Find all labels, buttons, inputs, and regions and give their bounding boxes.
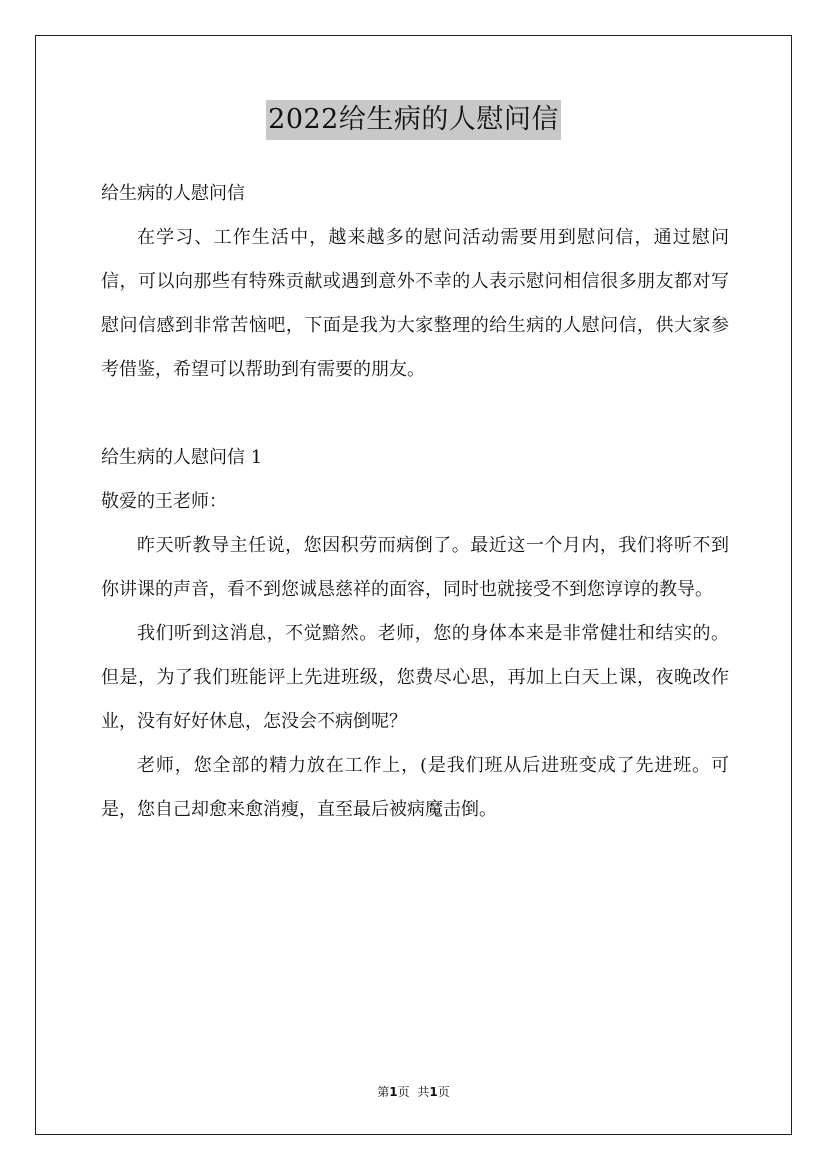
letter-heading: 给生病的人慰问信 1: [101, 447, 263, 468]
page-footer: [0, 1083, 827, 1101]
salutation: 敬爱的王老师：: [101, 491, 227, 512]
body-paragraph: 我们听到这消息，不觉黯然。老师，您的身体本来是非常健壮和结实的。但是，为了我们班能评上先进班级，您费尽心思，再加上白天上课，夜晚改作业，没有好好休息，怎没会不病倒呢？: [101, 623, 729, 732]
page-label-prefix: 第: [377, 1085, 390, 1099]
body-paragraph: 昨天听教导主任说，您因积劳而病倒了。最近这一个月内，我们将听不到你讲课的声音，看不到您诚恳慈祥的面容，同时也就接受不到您谆谆的教导。: [101, 535, 729, 600]
intro-heading: 给生病的人慰问信: [101, 183, 245, 204]
total-pages: 1: [429, 1085, 438, 1099]
title-container: [0, 100, 827, 140]
total-label-suffix: 页: [437, 1085, 450, 1099]
body-paragraph: 老师，您全部的精力放在工作上，(是我们班从后进班变成了先进班。可是，您自己却愈来愈消瘦，直至最后被病魔击倒。: [101, 755, 729, 820]
total-label-prefix: 共: [417, 1085, 430, 1099]
page-label-suffix: 页: [397, 1085, 410, 1099]
page-number: 1: [389, 1085, 398, 1099]
document-title: 2022给生病的人慰问信: [266, 100, 561, 140]
intro-paragraph: 在学习、工作生活中，越来越多的慰问活动需要用到慰问信，通过慰问信，可以向那些有特殊贡献或遇到意外不幸的人表示慰问相信很多朋友都对写慰问信感到非常苦恼吧，下面是我为大家整理的给生病的人慰问信，供大家参考借鉴，希望可以帮助到有需要的朋友。: [101, 227, 729, 380]
document-body: [101, 172, 729, 832]
